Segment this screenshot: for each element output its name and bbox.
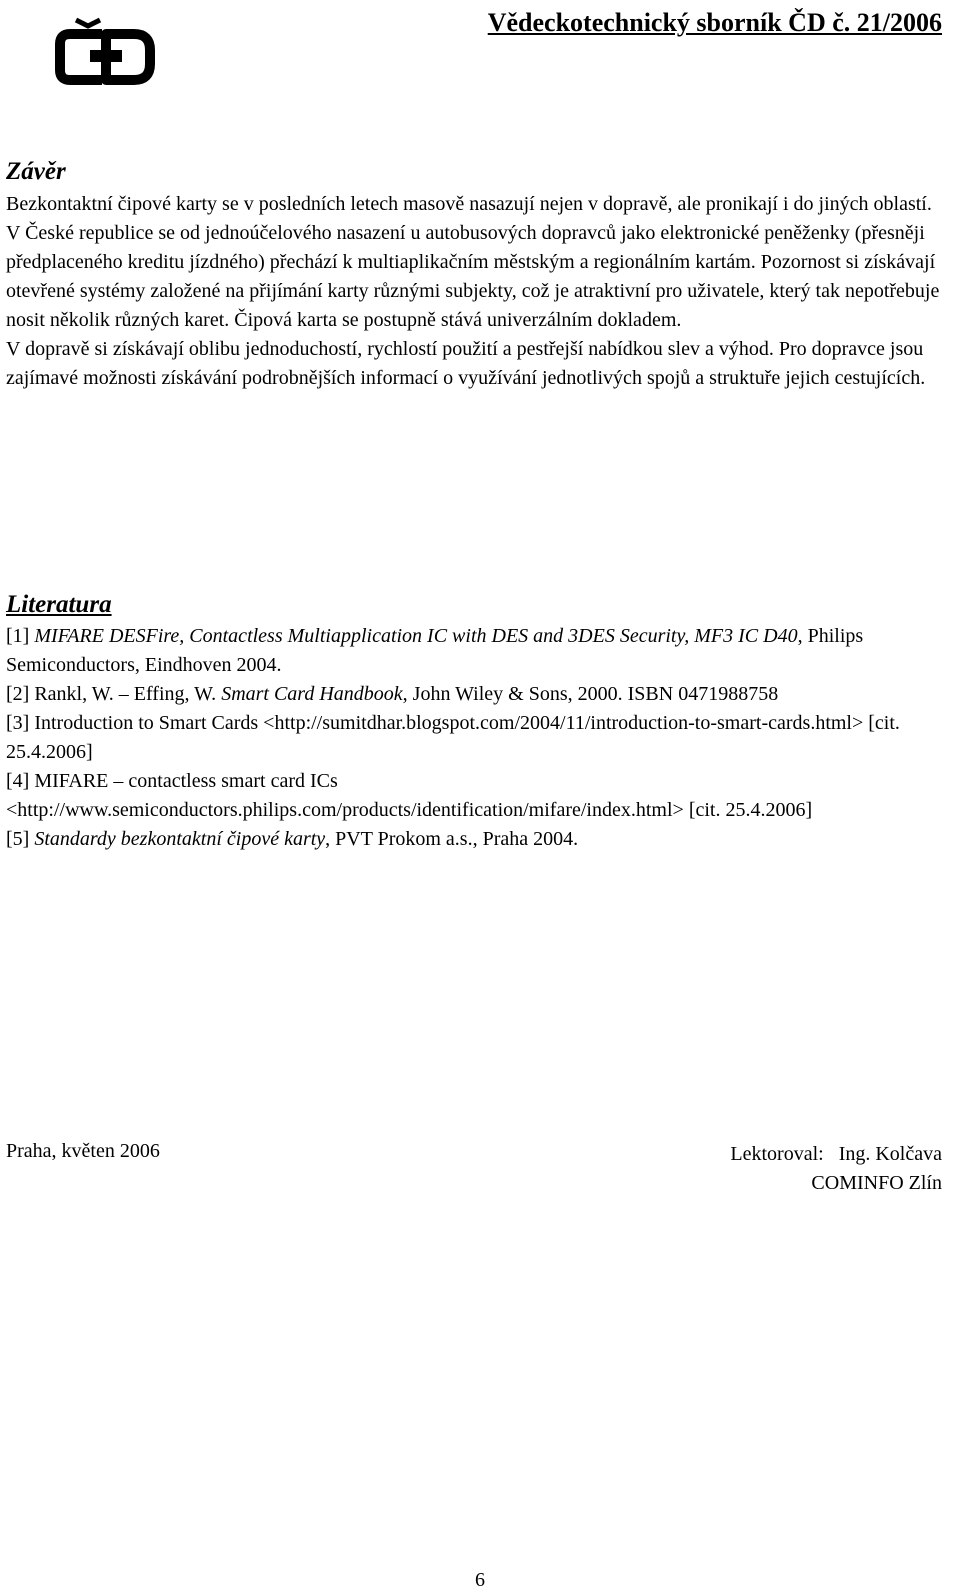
journal-title: Vědeckotechnický sborník ČD č. 21/2006	[487, 8, 942, 37]
reference-item: [5] Standardy bezkontaktní čipové karty, PVT Prokom a.s., Praha 2004.	[6, 828, 579, 850]
cd-logo	[44, 4, 174, 100]
place-date: Praha, květen 2006	[6, 1140, 160, 1162]
cd-logo-icon	[44, 4, 174, 100]
page-number: 6	[475, 1569, 485, 1591]
reference-item: [1] MIFARE DESFire, Contactless Multiapplication IC with DES and 3DES Security, MF3 IC D40, Philips Semiconductors, Eindhoven 2004.	[6, 625, 864, 676]
reference-list	[6, 622, 946, 854]
reviewer-block	[730, 1140, 942, 1198]
reviewer-organization: COMINFO Zlín	[811, 1172, 942, 1194]
conclusion-body	[6, 190, 946, 393]
reviewer-name: Lektoroval: Ing. Kolčava	[730, 1143, 942, 1165]
reference-item: [2] Rankl, W. – Effing, W. Smart Card Handbook, John Wiley & Sons, 2000. ISBN 0471988758	[6, 683, 779, 705]
reference-item: [4] MIFARE – contactless smart card ICs <http://www.semiconductors.philips.com/products/identification/mifare/index.html> [cit. 25.4.2006]	[6, 770, 813, 821]
conclusion-paragraph-1: Bezkontaktní čipové karty se v posledních letech masově nasazují nejen v dopravě, ale pronikají i do jiných oblastí. V České republice se od jednoúčelového nasazení u autobusových dopravců jako elektronické peněženky (přesněji předplaceného kreditu jízdného) přechází k multiaplikačním městským a regionálním kartám. Pozornost si získávají otevřené systémy založené na přijímání karty různými subjekty, což je atraktivní pro uživatele, který tak nepotřebuje nosit několik různých karet. Čipová karta se postupně stává univerzálním dokladem.	[6, 193, 940, 331]
conclusion-paragraph-2: V dopravě si získávají oblibu jednoduchostí, rychlostí použití a pestřejší nabídkou slev a výhod. Pro dopravce jsou zajímavé možnosti získávání podrobnějších informací o využívání jednotlivých spojů a struktuře jejich cestujících.	[6, 338, 926, 389]
literature-heading: Literatura	[6, 591, 112, 618]
conclusion-heading: Závěr	[6, 158, 66, 185]
reference-item: [3] Introduction to Smart Cards <http://sumitdhar.blogspot.com/2004/11/introduction-to-smart-cards.html> [cit. 25.4.2006]	[6, 712, 900, 763]
